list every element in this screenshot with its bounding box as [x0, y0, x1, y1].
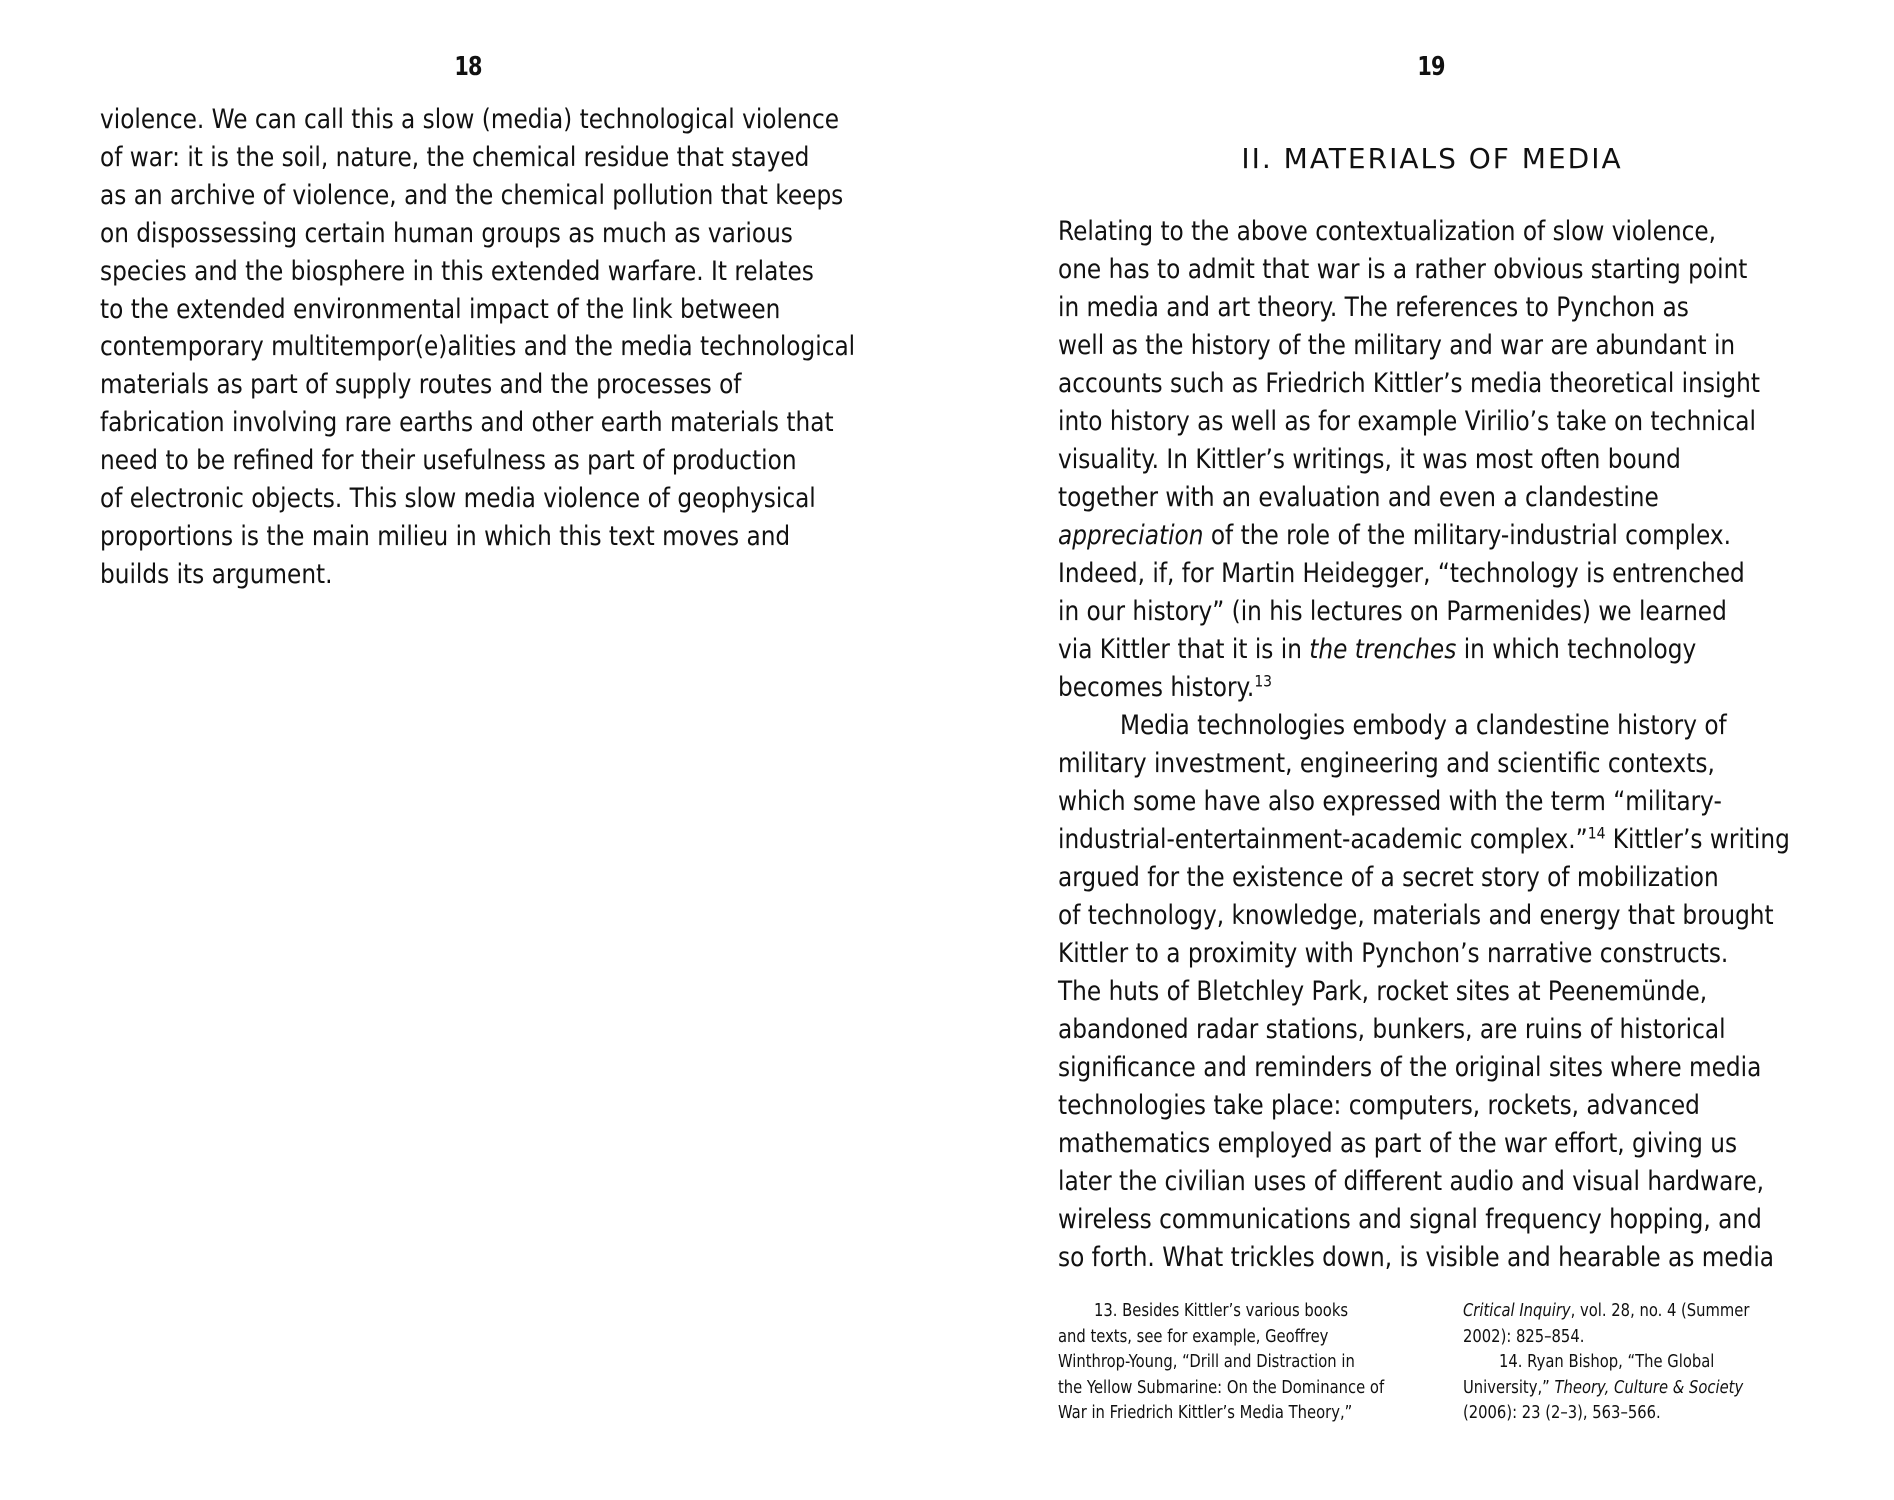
text: industrial-entertainment-academic complex.”	[1058, 824, 1588, 855]
text: in which technology	[1456, 634, 1697, 665]
footnote-reference: 13	[1254, 671, 1273, 691]
italic-text: appreciation	[1058, 520, 1204, 551]
text: via Kittler that it is in	[1058, 634, 1310, 665]
text: Kittler’s writing	[1605, 824, 1790, 855]
text: Relating to the above contextualization of slow violence,	[1058, 216, 1717, 247]
body-line	[1058, 669, 1272, 707]
body-line	[1058, 327, 1735, 365]
text: well as the history of the military and war are abundant in	[1058, 330, 1736, 361]
body-line: of war: it is the soil, nature, the chemical residue that stayed	[100, 141, 810, 173]
footnote-line	[1463, 1298, 1749, 1323]
text: and texts, see for example, Geoffrey	[1058, 1325, 1329, 1347]
body-line	[1120, 707, 1727, 745]
text: the Yellow Submarine: On the Dominance of	[1058, 1376, 1385, 1398]
text: visuality. In Kittler’s writings, it was most often bound	[1058, 444, 1681, 475]
text: which some have also expressed with the term “military-	[1058, 786, 1722, 817]
body-line	[1058, 479, 1659, 517]
body-line	[1058, 783, 1722, 821]
text: accounts such as Friedrich Kittler’s media theoretical insight	[1058, 368, 1760, 399]
body-line	[1058, 821, 1790, 859]
text: War in Friedrich Kittler’s Media Theory,”	[1058, 1402, 1353, 1423]
text: Indeed, if, for Martin Heidegger, “technology is entrenched	[1058, 558, 1745, 589]
body-line: of electronic objects. This slow media violence of geophysical	[100, 483, 816, 514]
body-line	[1058, 935, 1728, 973]
text: (2006): 23 (2–3), 563–566.	[1463, 1402, 1661, 1423]
body-line	[1058, 1239, 1774, 1277]
footnote-line	[1463, 1400, 1661, 1425]
body-line	[1058, 1163, 1764, 1201]
body-line: contemporary multitempor(e)alities and the media technological	[100, 331, 856, 363]
text: 13. Besides Kittler’s various books	[1094, 1300, 1349, 1321]
text: The huts of Bletchley Park, rocket sites at Peenemünde,	[1058, 976, 1708, 1007]
body-line: proportions is the main milieu in which this text moves and	[100, 520, 791, 552]
italic-text: Critical Inquiry	[1463, 1300, 1571, 1321]
text: , vol. 28, no. 4 (Summer	[1570, 1300, 1750, 1321]
body-line	[1058, 859, 1719, 897]
body-line: need to be refined for their usefulness as part of production	[100, 445, 797, 477]
text: mathematics employed as part of the war effort, giving us	[1058, 1128, 1738, 1159]
text: University,”	[1463, 1376, 1555, 1398]
footnote-line	[1058, 1375, 1384, 1400]
footnote-line	[1058, 1324, 1328, 1349]
text: 2002): 825–854.	[1463, 1325, 1585, 1347]
text: wireless communications and signal frequency hopping, and	[1058, 1204, 1762, 1235]
text: into history as well as for example Virilio’s take on technical	[1058, 406, 1756, 437]
text: together with an evaluation and even a clandestine	[1058, 482, 1659, 513]
text: in media and art theory. The references to Pynchon as	[1058, 292, 1689, 323]
body-line	[1058, 1049, 1761, 1087]
body-line: as an archive of violence, and the chemical pollution that keeps	[100, 179, 844, 211]
body-line	[1058, 1087, 1700, 1125]
body-line	[1058, 745, 1715, 783]
text: becomes history.	[1058, 672, 1255, 703]
footnote-line	[1463, 1324, 1584, 1349]
text: of technology, knowledge, materials and energy that brought	[1058, 900, 1774, 931]
body-line: on dispossessing certain human groups as much as various	[100, 217, 793, 249]
text: Winthrop-Young, “Drill and Distraction in	[1058, 1351, 1355, 1372]
text: Kittler to a proximity with Pynchon’s narrative constructs.	[1058, 938, 1729, 969]
body-line	[1058, 1011, 1726, 1049]
body-line: materials as part of supply routes and the processes of	[100, 369, 742, 401]
footnote-line	[1463, 1375, 1743, 1400]
text: military investment, engineering and scientific contexts,	[1058, 748, 1715, 779]
body-line: builds its argument.	[100, 558, 333, 590]
text: one has to admit that war is a rather obvious starting point	[1058, 254, 1748, 285]
body-line	[1058, 289, 1689, 327]
page-number-left: 18	[454, 52, 482, 82]
footnote-reference: 14	[1587, 823, 1606, 843]
body-line	[1058, 1201, 1762, 1239]
text: so forth. What trickles down, is visible and hearable as media	[1058, 1242, 1775, 1273]
body-line	[1058, 593, 1727, 631]
body-line	[1058, 403, 1756, 441]
text: of the role of the military-industrial complex.	[1203, 520, 1731, 551]
body-line	[1058, 555, 1745, 593]
text: in our history” (in his lectures on Parmenides) we learned	[1058, 596, 1727, 627]
italic-text: Theory, Culture & Society	[1554, 1376, 1744, 1398]
section-heading: II. MATERIALS OF MEDIA	[1241, 142, 1623, 175]
body-line	[1058, 365, 1760, 403]
text: significance and reminders of the original sites where media	[1058, 1052, 1762, 1083]
body-line: fabrication involving rare earths and other earth materials that	[100, 407, 834, 439]
text: argued for the existence of a secret story of mobilization	[1058, 862, 1719, 893]
page-number-right: 19	[1417, 52, 1445, 82]
body-line	[1058, 973, 1707, 1011]
footnote-line	[1094, 1298, 1348, 1323]
body-line	[1058, 1125, 1737, 1163]
body-line	[1058, 441, 1681, 479]
body-line: to the extended environmental impact of the link between	[100, 293, 781, 325]
body-line	[1058, 213, 1716, 251]
body-line	[1058, 897, 1774, 935]
body-line: species and the biosphere in this extended warfare. It relates	[100, 255, 814, 287]
body-line: violence. We can call this a slow (media) technological violence	[100, 104, 839, 135]
body-line	[1058, 631, 1696, 669]
footnote-line	[1058, 1400, 1352, 1425]
footnote-line	[1058, 1349, 1355, 1374]
text: later the civilian uses of different audio and visual hardware,	[1058, 1166, 1765, 1197]
footnote-line	[1499, 1349, 1714, 1374]
body-line	[1058, 251, 1747, 289]
body-line	[1058, 517, 1731, 555]
text: Media technologies embody a clandestine history of	[1120, 710, 1727, 741]
text: 14. Ryan Bishop, “The Global	[1499, 1351, 1715, 1372]
text: technologies take place: computers, rockets, advanced	[1058, 1090, 1700, 1121]
italic-text: the trenches	[1309, 634, 1457, 665]
text: abandoned radar stations, bunkers, are ruins of historical	[1058, 1014, 1726, 1045]
